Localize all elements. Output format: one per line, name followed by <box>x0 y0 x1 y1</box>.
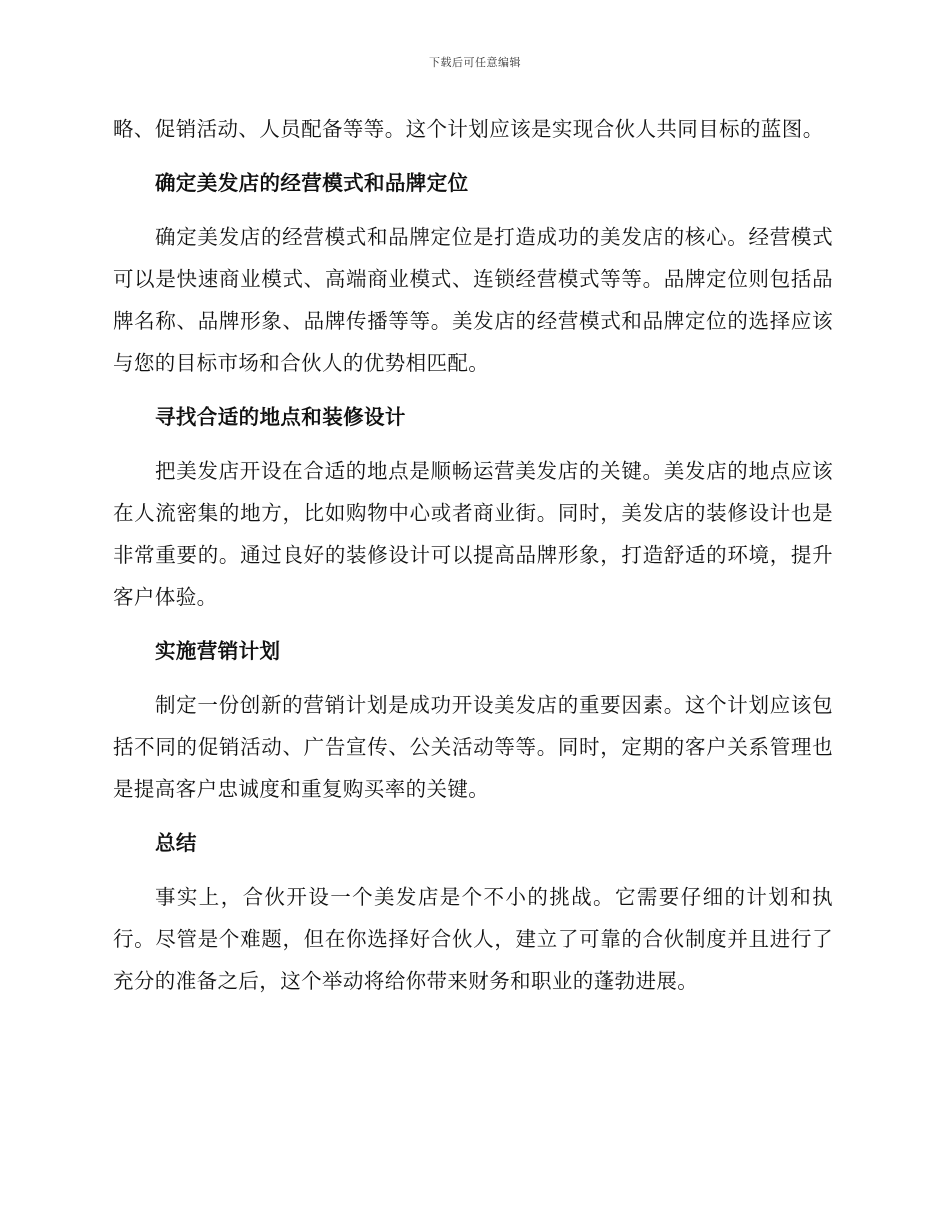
section-heading-location: 寻找合适的地点和装修设计 <box>155 405 406 429</box>
section-heading-business-model: 确定美发店的经营模式和品牌定位 <box>155 171 469 195</box>
section-heading-marketing: 实施营销计划 <box>155 639 281 663</box>
intro-paragraph-continuation: 略、促销活动、人员配备等等。这个计划应该是实现合伙人共同目标的蓝图。 <box>113 117 824 141</box>
section-body-business-model: 确定美发店的经营模式和品牌定位是打造成功的美发店的核心。经营模式可以是快速商业模式、高端商业模式、连锁经营模式等等。品牌定位则包括品牌名称、品牌形象、品牌传播等等。美发店的经营模式和品牌定位的选择应该与您的目标市场和合伙人的优势相匹配。 <box>113 225 833 375</box>
section-heading-summary: 总结 <box>155 831 197 855</box>
page-header: 下载后可任意编辑 <box>429 56 521 69</box>
document-body <box>113 108 833 1002</box>
section-body-location: 把美发店开设在合适的地点是顺畅运营美发店的关键。美发店的地点应该在人流密集的地方，比如购物中心或者商业街。同时，美发店的装修设计也是非常重要的。通过良好的装修设计可以提高品牌形象，打造舒适的环境，提升客户体验。 <box>113 459 833 609</box>
section-body-summary: 事实上，合伙开设一个美发店是个不小的挑战。它需要仔细的计划和执行。尽管是个难题，但在你选择好合伙人，建立了可靠的合伙制度并且进行了充分的准备之后，这个举动将给你带来财务和职业的蓬勃进展。 <box>113 885 833 993</box>
section-body-marketing: 制定一份创新的营销计划是成功开设美发店的重要因素。这个计划应该包括不同的促销活动、广告宣传、公关活动等等。同时，定期的客户关系管理也是提高客户忠诚度和重复购买率的关键。 <box>113 693 833 801</box>
